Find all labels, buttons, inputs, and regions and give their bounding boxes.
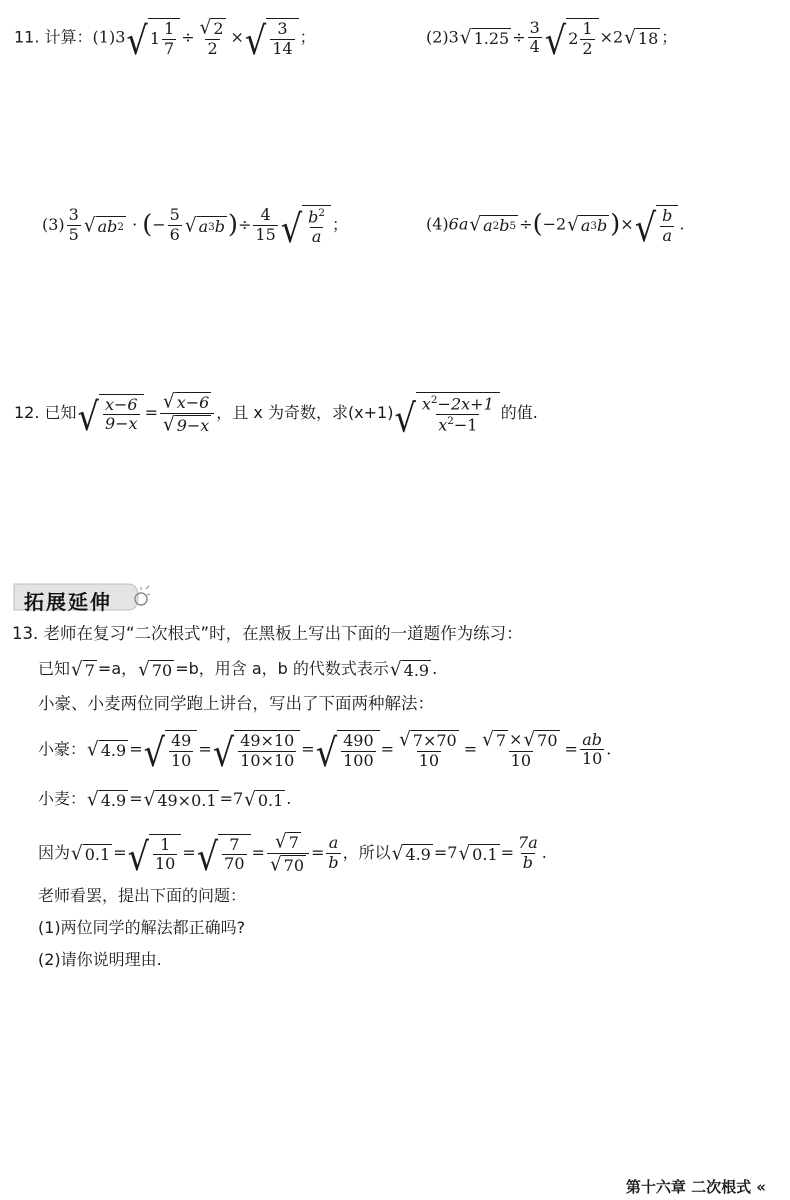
radical: √ 18 [624, 26, 659, 49]
radical: √ 49 10 [144, 730, 198, 770]
fraction: $\frac{4}{15}$ [255, 205, 276, 244]
problem-11-part-4: (4)6a √ a 2 b 5 ÷(−2 √ a 3 b )× √ b a . [426, 205, 685, 251]
fraction: $x^2-2x+1$ $x^2-1$ [421, 394, 494, 435]
fraction: b a [662, 206, 673, 245]
radical: √ 0.1 [71, 841, 111, 864]
radical: √ 490 100 [316, 730, 380, 770]
fraction: $\frac{5}{6}$ [169, 205, 180, 244]
fraction: 49×10 10×10 [240, 731, 295, 770]
problem-13-intro: 13. 老师在复习“二次根式”时，在黑板上写出下面的一道题作为练习： [12, 624, 523, 643]
fraction: 49 10 [171, 731, 192, 770]
radical: √ ab 2 [83, 214, 124, 237]
fraction [267, 832, 309, 875]
radical: √ 7×70 [399, 728, 457, 751]
radical: √ 70 [138, 658, 173, 681]
radical: √ $b^2$ a [281, 205, 331, 246]
problem-12: 12. 已知 √ x−6 9−x = √ x−6 √ 9−x ，且 x 为奇数，求(x+1) √ $x^2-2x+1$ $x^2-1$ 的值. [14, 390, 538, 441]
radical: √ 9−x [162, 413, 210, 436]
radical: √ 4.9 [87, 788, 127, 811]
fraction: $\frac{a}{b}$ [328, 833, 339, 872]
radical: √ 4.9 [391, 841, 431, 864]
radical: √ 1 1 7 [126, 18, 180, 58]
radical: √ 4.9 [389, 658, 430, 681]
problem-11-label: 11. 计算： [14, 27, 93, 47]
radical: √ 7 [275, 830, 299, 853]
radical: √ 49×10 10×10 [213, 730, 301, 770]
fraction: $\frac{3}{5}$ [68, 205, 79, 244]
fraction: 1 7 [164, 19, 175, 58]
problem-13-given: 已知 √ 7 =a， √ 70 =b，用含 a，b 的代数式表示 √ 4.9 . [38, 658, 438, 681]
fraction: 1 2 [582, 19, 593, 58]
fraction: 3 14 [272, 19, 293, 58]
section-title: 拓展延伸 [24, 590, 112, 614]
radical: √ 70 [523, 728, 558, 751]
radical: √ 49×0.1 [143, 788, 217, 811]
fraction: $\frac{7a}{b}$ [518, 833, 538, 872]
radical: √ a 3 b [184, 214, 225, 237]
radical: √ x−6 [162, 390, 210, 413]
fraction: 490 100 [343, 731, 374, 770]
radical: √ 1 10 [128, 834, 182, 874]
fraction [160, 392, 214, 435]
teacher-line: 老师看罢，提出下面的问题： [38, 886, 247, 905]
radical: √ $x^2-2x+1$ $x^2-1$ [394, 392, 499, 434]
fraction: 1 10 [155, 834, 176, 874]
problem-13-line3: 小豪、小麦两位同学跑上讲台，写出了下面两种解法： [38, 694, 434, 713]
radical: √ 0.1 [458, 841, 498, 864]
radical: √ 70 [269, 853, 305, 876]
problem-11-part-2: (2)3 √ 1.25 ÷ $\frac{3}{4}$ √ 2 1 2 ×2 √ 18 ； [426, 17, 678, 64]
fraction: x−6 9−x [104, 394, 138, 434]
radical: √ x−6 9−x [78, 394, 144, 434]
radical: √ 3 14 [245, 18, 299, 58]
because-line: 因为 √ 0.1 = √ 1 10 = √ 7 70 = √ 7 √ 70 = $\frac{a}{b}$ ，所以 √ 4.9 =7 √ 0.1 = $\frac{7a}{b}$ . [38, 830, 547, 879]
radical: √ a 2 b 5 [469, 213, 517, 236]
fraction: √ 2 2 [199, 16, 224, 58]
chapter-footer: 第十六章 二次根式 « [625, 1178, 766, 1196]
radical: √ 4.9 [87, 738, 127, 761]
fraction: 7 70 [224, 834, 245, 874]
question-1: (1)两位同学的解法都正确吗? [38, 918, 246, 937]
hao-solution: 小豪： √ 4.9 = √ 49 10 = √ 49×10 10×10 = √ 490 100 = √ 7×70 10 = √ 7 × √ 70 10 = $\frac{ab}{10}$ . [38, 728, 612, 776]
radical: √ b a [635, 205, 679, 245]
radical: √ 7 [482, 728, 507, 751]
fraction: $\frac{ab}{10}$ [581, 729, 603, 769]
fraction: $\frac{3}{4}$ [529, 17, 540, 57]
radical: √ 1.25 [459, 26, 510, 49]
radical: √ 0.1 [244, 788, 284, 811]
radical: √ 7 70 [197, 834, 251, 874]
fraction: $b^2$ a [308, 207, 326, 247]
question-2: (2)请你说明理由. [38, 950, 162, 969]
radical: √ a 3 b [567, 213, 608, 236]
problem-11-part-3: (3) $\frac{3}{5}$ √ ab 2 · (− $\frac{5}{6}$ √ a 3 b )÷ $\frac{4}{15}$ √ $b^2$ a ； [42, 205, 349, 252]
radical: √ 7 [71, 658, 95, 681]
problem-11-part-1: 11. 计算：(1)3 √ 1 1 7 ÷ √ 2 2 × √ 3 14 ； [14, 16, 316, 64]
fraction: √ 7 × √ 70 10 [482, 728, 558, 770]
mai-solution: 小麦： √ 4.9 = √ 49×0.1 =7 √ 0.1 . [38, 788, 292, 811]
radical: √ 2 1 2 [545, 18, 599, 58]
radical: √ 2 [199, 16, 224, 39]
fraction: √ 7×70 10 [399, 728, 457, 770]
